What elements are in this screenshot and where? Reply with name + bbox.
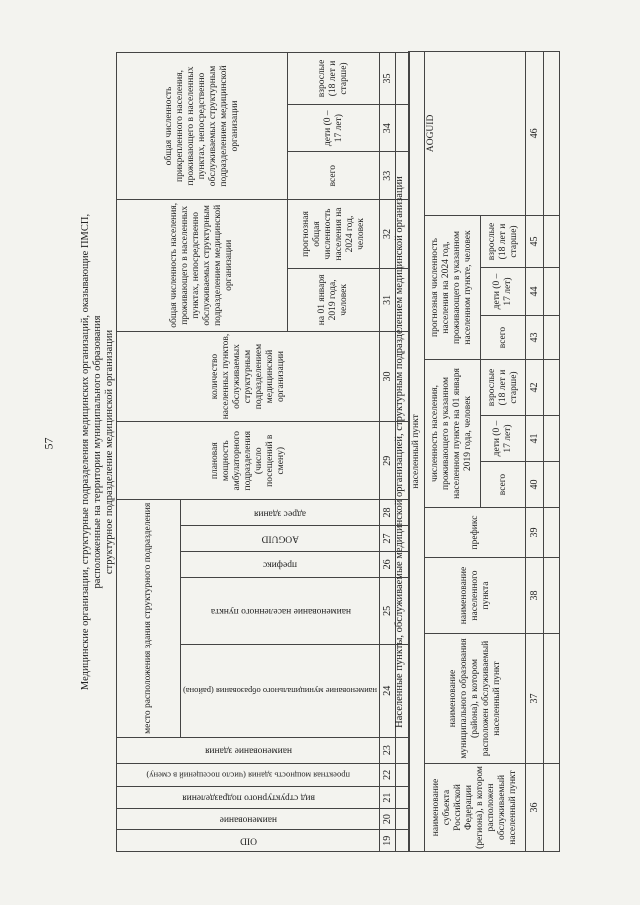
col-population-served: общая численность населения, проживающего в населенных пунктах, непосредственно обслуживаемых структурным подразделением медицинской организации: [117, 199, 288, 331]
col-unit-type: вид структурного подразделения: [117, 787, 380, 809]
column-number: 42: [526, 360, 544, 416]
col-adults: взрослые (18 лет и старше): [481, 216, 526, 268]
col-oid: OID: [117, 830, 380, 852]
col-design-capacity: проектная мощность здания (число посещений в смену): [117, 763, 380, 787]
column-number: 36: [526, 764, 544, 852]
column-number: 41: [526, 416, 544, 462]
column-number: 30: [380, 331, 396, 422]
column-number: 26: [380, 551, 396, 577]
col-total: всего: [288, 152, 380, 200]
section2-group-header: населенный пункт: [409, 51, 425, 851]
col-aoguid: AOGUID: [424, 51, 526, 215]
column-number: 24: [380, 644, 396, 737]
section1-table: [116, 52, 410, 852]
section2-empty-row: [544, 51, 560, 851]
col-children: дети (0 – 17 лет): [481, 268, 526, 316]
column-number: 44: [526, 268, 544, 316]
column-number: 34: [380, 104, 396, 152]
col-total: всего: [481, 462, 526, 508]
column-number: 25: [380, 577, 396, 644]
section1-group-header: структурное подразделение медицинской организации: [104, 329, 115, 575]
col-forecast-2024: прогнозная общая численность населения на 2024 год, человек: [288, 199, 380, 268]
col-municipal-name: наименование муниципального образования (района), в котором расположен обслуживаемый населенный пункт: [424, 634, 526, 764]
column-number: 35: [380, 53, 396, 105]
col-population-2019: численность населения, проживающего в указанном населенном пункте на 01 января 2019 года, человек: [424, 360, 481, 508]
col-municipal-name: наименование муниципального образования (района): [181, 644, 380, 737]
rotated-content: [82, 52, 582, 852]
column-number: 45: [526, 216, 544, 268]
section1-title-line1: Медицинские организации, структурные подразделения медицинских организаций, оказывающие ПМСП,: [80, 213, 91, 691]
column-number: 40: [526, 462, 544, 508]
col-children: дети (0 – 17 лет): [288, 104, 380, 152]
section2-table: [408, 51, 560, 852]
col-subject-name: наименование субъекта Российской Федерации (региона), в котором расположен обслуживаемый населенный пункт: [424, 764, 526, 852]
col-forecast-2024: прогнозная численность населения на 2024 год, проживающего в указанном населенном пункте, человек: [424, 216, 481, 360]
section2-title: Населенные пункты, обслуживаемые медицинской организацией, структурным подразделением медицинской организации: [394, 176, 405, 728]
col-adults: взрослые (18 лет и старше): [288, 53, 380, 105]
column-number: 19: [380, 830, 396, 852]
col-prefix: префикс: [424, 508, 526, 558]
col-total: всего: [481, 316, 526, 360]
col-attached-population: общая численность прикрепленного населения, проживающего в населенных пунктах, непосредственно обслуживаемых структурным подразделением медицинской организации: [117, 53, 288, 200]
column-number: 43: [526, 316, 544, 360]
column-number: 32: [380, 199, 396, 268]
column-number: 39: [526, 508, 544, 558]
column-number: 33: [380, 152, 396, 200]
col-settlement-name: наименование населенного пункта: [424, 558, 526, 634]
section1-title-line2: расположенные на территории муниципального образования: [92, 315, 103, 589]
column-number: 27: [380, 526, 396, 552]
col-planned-capacity: плановая мощность амбулаторного подразделения (число посещений в смену): [117, 422, 380, 500]
col-on-jan-2019: на 01 января 2019 года, человек: [288, 269, 380, 332]
col-name: наименование: [117, 808, 380, 830]
column-number: 29: [380, 422, 396, 500]
col-settlement-name: наименование населенного пункта: [181, 577, 380, 644]
col-address: адрес здания: [181, 500, 380, 526]
section2-number-row: [526, 51, 544, 851]
column-number: 21: [380, 787, 396, 809]
column-number: 37: [526, 634, 544, 764]
column-number: 23: [380, 737, 396, 763]
col-building-name: наименование здания: [117, 737, 380, 763]
col-location-group: место расположения здания структурного подразделения: [117, 500, 181, 738]
column-number: 31: [380, 269, 396, 332]
col-children: дети (0 – 17 лет): [481, 416, 526, 462]
column-number: 38: [526, 558, 544, 634]
col-settlements-count: количество населенных пунктов, обслуживаемых структурным подразделением медицинской организации: [117, 331, 380, 422]
page-number: 57: [41, 437, 56, 450]
col-adults: взрослые (18 лет и старше): [481, 360, 526, 416]
col-aoguid: AOGUID: [181, 526, 380, 552]
column-number: 20: [380, 808, 396, 830]
col-prefix: префикс: [181, 551, 380, 577]
column-number: 22: [380, 763, 396, 787]
column-number: 46: [526, 51, 544, 215]
column-number: 28: [380, 500, 396, 526]
